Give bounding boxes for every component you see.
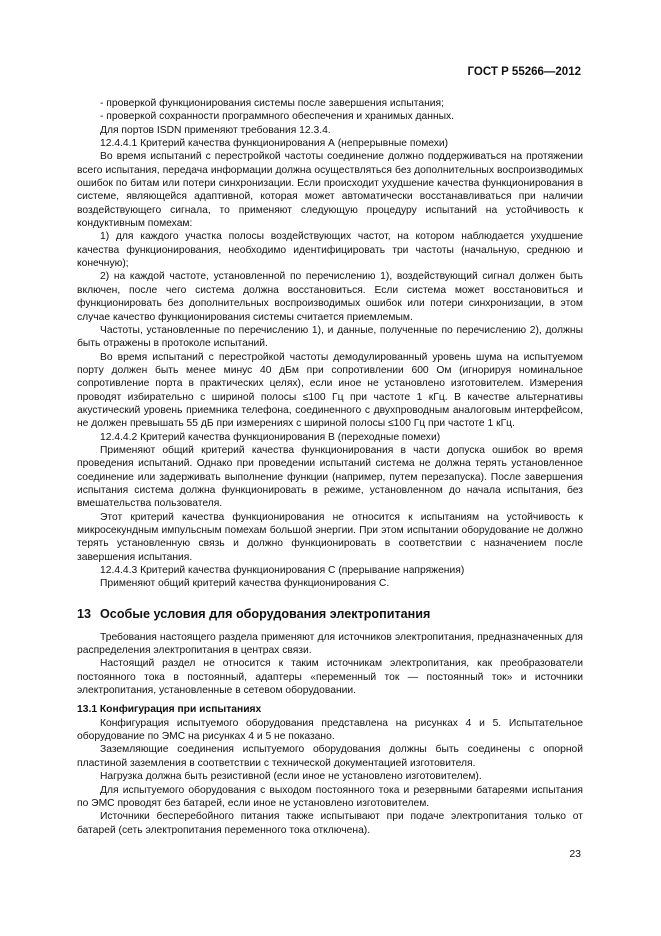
paragraph: Этот критерий качества функционирования не относится к испытаниям на устойчивость к микросекундным импульсным помехам большой энергии. При этом испытании оборудование не должно терять установленную связь и должно функционировать в соответствии с назначением после завершения испытания. [77,511,583,563]
paragraph: Конфигурация испытуемого оборудования представлена на рисунках 4 и 5. Испытательное оборудование по ЭМС на рисунках 4 и 5 не показано. [77,717,583,743]
section-title: Особые условия для оборудования электропитания [100,606,431,621]
paragraph: Частоты, установленные по перечислению 1), и данные, полученные по перечислению 2), должны быть отражены в протоколе испытаний. [77,324,583,350]
paragraph: Применяют общий критерий качества функционирования в части допуска ошибок во время проведения испытаний. Однако при проведении испытаний система не должна терять установленное соединение или задерживать выполнение функции (например, путем перезапуска). После завершения испытания система должна функционировать в режиме, установленном до начала испытания, без вмешательства пользователя. [77,444,583,510]
subclause-heading: 12.4.4.3 Критерий качества функционирования С (прерывание напряжения) [100,565,465,577]
paragraph: Применяют общий критерий качества функционирования С. [100,578,390,590]
paragraph: - проверкой сохранности программного обеспечения и хранимых данных. [100,111,455,123]
paragraph: Во время испытаний с перестройкой частоты демодулированный уровень шума на испытуемом порту должен быть менее минус 40 дБм при сопротивлении 600 Ом (игнорируя номинальное сопротивление порта в практических целях), если иное не установлено изготовителем. Измерения проводят избирательно с шириной полосы ≤100 Гц при частоте 1 кГц. В качестве альтернативы акустический уровень приемника телефона, соединенного с двухпроводным аналоговым интерфейсом, не должен превышать 55 дБ при измерениях с шириной полосы ≤100 Гц при частоте 1 кГц. [77,351,583,430]
paragraph: Для испытуемого оборудования с выходом постоянного тока и резервными батареями испытания по ЭМС проводят без батарей, если иное не установлено изготовителем. [77,784,583,809]
subsection-heading: 13.1 Конфигурация при испытаниях [77,704,262,716]
paragraph: Во время испытаний с перестройкой частоты соединение должно поддерживаться на протяжении всего испытания, передача информации должна осуществляться без дополнительных воспроизводимых ошибок по битам или потери синхронизации. Если происходит ухудшение качества функционирования в системе, являющейся адаптивной, которая может автоматически восстанавливаться при наличии воздействующего сигнала, то применяют следующую процедуру испытаний на устойчивость к кондуктивным помехам: [77,151,583,230]
standard-code-header: ГОСТ Р 55266—2012 [467,66,581,78]
paragraph: Источники бесперебойного питания также испытывают при подаче электропитания только от батарей (сеть электропитания переменного тока отключена). [77,811,583,836]
paragraph: Настоящий раздел не относится к таким источникам электропитания, как преобразователи постоянного тока в постоянный, адаптеры «переменный ток — постоянный ток» и источники электропитания, установленные в сетевом оборудовании. [77,658,583,697]
subclause-heading: 12.4.4.2 Критерий качества функционирования В (переходные помехи) [100,431,441,443]
paragraph: Заземляющие соединения испытуемого оборудования должны быть соединены с опорной пластиной заземления в соответствии с технической документацией изготовителя. [77,744,583,769]
page-number: 23 [569,848,581,860]
list-item: 1) для каждого участка полосы воздействующих частот, на котором наблюдается ухудшение качества функционирования, необходимо идентифицировать три частоты (начальную, среднюю и конечную); [77,231,583,270]
document-body [77,97,583,837]
paragraph: Для портов ISDN применяют требования 12.3.4. [100,124,331,136]
paragraph: - проверкой функционирования системы после завершения испытания; [100,98,444,109]
section-number: 13 [77,606,92,621]
subclause-heading: 12.4.4.1 Критерий качества функционирования А (непрерывные помехи) [100,138,449,150]
section-heading [77,606,583,622]
list-item: 2) на каждой частоте, установленной по перечислению 1), воздействующий сигнал должен быть включен, после чего система должна восстановиться. Если система может восстановиться и функционировать без дополнительных воспроизводимых ошибок или потери синхронизации, в этом случае качество функционирования системы считается приемлемым. [77,271,583,323]
paragraph: Требования настоящего раздела применяют для источников электропитания, предназначенных для распределения электропитания в центрах связи. [77,631,583,657]
paragraph: Нагрузка должна быть резистивной (если иное не установлено изготовителем). [100,771,482,783]
